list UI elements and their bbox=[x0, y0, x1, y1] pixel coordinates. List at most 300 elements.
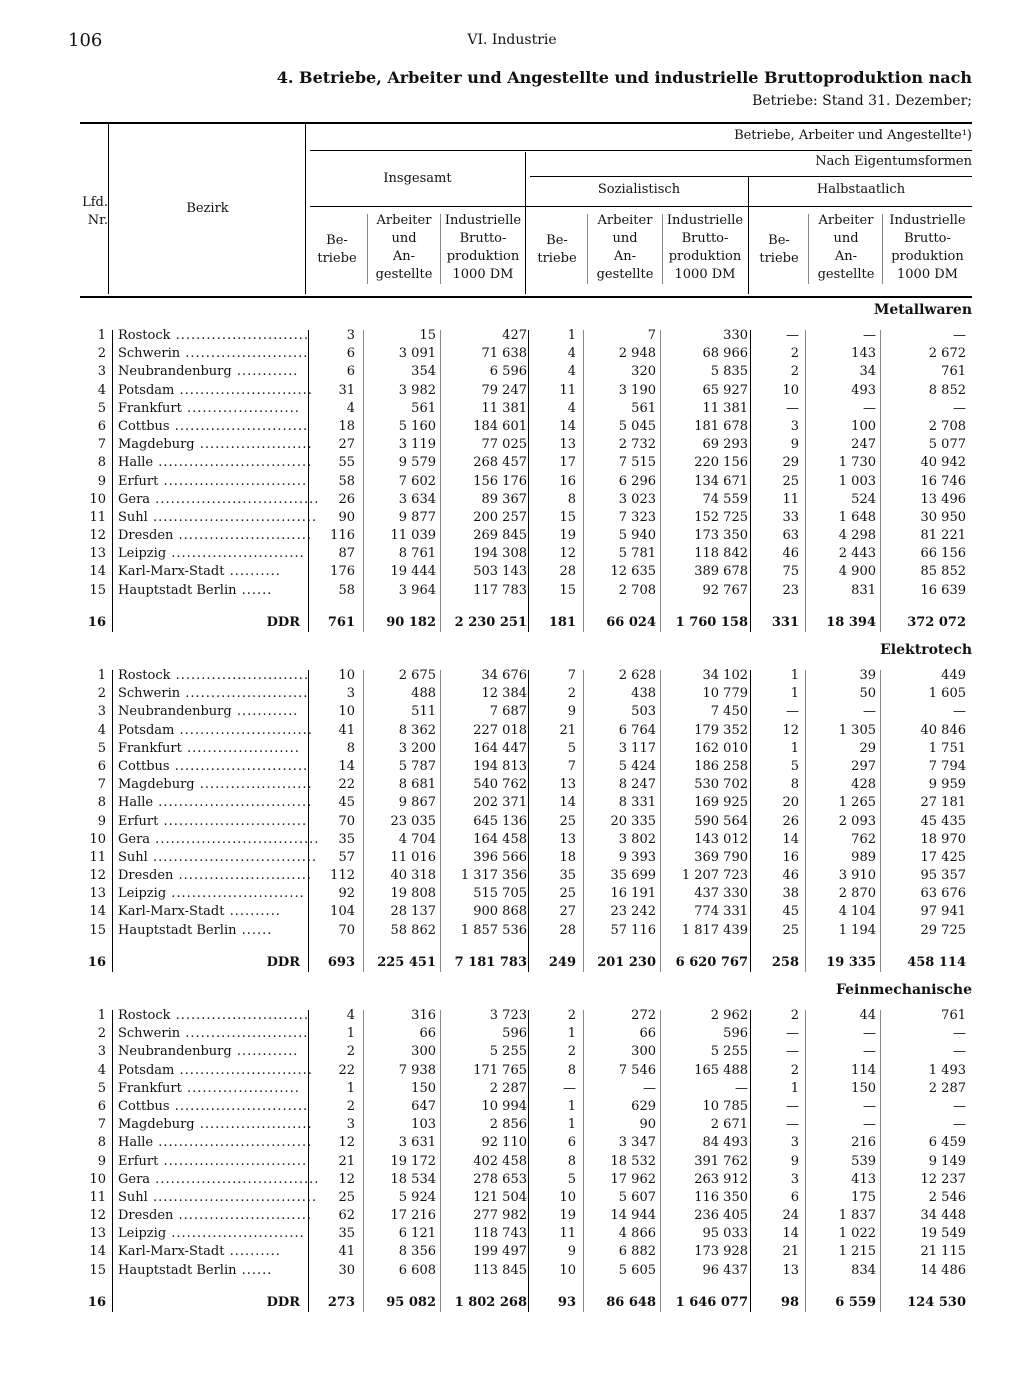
produktion-total: 2 287 bbox=[489, 1080, 527, 1096]
betriebe-halbstaatlich: 3 bbox=[790, 1135, 799, 1151]
arbeiter-halbstaatlich: 831 bbox=[851, 582, 876, 598]
produktion-sozialistisch: 143 012 bbox=[694, 831, 748, 847]
arbeiter-halbstaatlich: 1 305 bbox=[838, 722, 876, 738]
arbeiter-total: 23 035 bbox=[390, 813, 436, 829]
betriebe-total: 25 bbox=[338, 1189, 355, 1205]
betriebe-sozialistisch: 1 bbox=[567, 328, 576, 343]
arbeiter-halbstaatlich: — bbox=[863, 1026, 876, 1042]
arbeiter-halbstaatlich: 18 394 bbox=[826, 614, 876, 630]
bezirk-name: Neubrandenburg ............ bbox=[118, 1044, 299, 1060]
betriebe-total: 3 bbox=[346, 1117, 355, 1133]
betriebe-halbstaatlich: 9 bbox=[790, 437, 799, 453]
table-header bbox=[80, 122, 972, 298]
produktion-total: 900 868 bbox=[473, 904, 527, 920]
betriebe-total: 27 bbox=[338, 437, 355, 453]
produktion-sozialistisch: 2 671 bbox=[710, 1117, 748, 1133]
produktion-total: 503 143 bbox=[473, 564, 527, 580]
arbeiter-halbstaatlich: 4 104 bbox=[838, 904, 876, 920]
arbeiter-sozialistisch: 5 605 bbox=[618, 1262, 656, 1278]
arbeiter-sozialistisch: 3 802 bbox=[618, 831, 656, 847]
betriebe-halbstaatlich: 2 bbox=[790, 1062, 799, 1078]
arbeiter-halbstaatlich: 413 bbox=[851, 1171, 876, 1187]
arbeiter-halbstaatlich: 29 bbox=[859, 740, 876, 756]
arbeiter-halbstaatlich: 2 870 bbox=[838, 886, 876, 902]
arbeiter-sozialistisch: 66 024 bbox=[606, 614, 656, 630]
produktion-halbstaatlich: — bbox=[953, 1044, 966, 1060]
arbeiter-halbstaatlich: 3 910 bbox=[838, 868, 876, 884]
column-rule bbox=[805, 1010, 806, 1312]
table-total-row bbox=[80, 614, 972, 632]
produktion-halbstaatlich: 2 287 bbox=[928, 1080, 966, 1096]
betriebe-sozialistisch: 15 bbox=[559, 509, 576, 525]
betriebe-halbstaatlich: 45 bbox=[782, 904, 799, 920]
bezirk-name: Halle .............................. bbox=[118, 1135, 313, 1151]
column-rule bbox=[805, 330, 806, 632]
betriebe-halbstaatlich: 6 bbox=[790, 1189, 799, 1205]
produktion-halbstaatlich: 1 751 bbox=[928, 740, 966, 756]
table-row bbox=[80, 363, 972, 381]
produktion-halbstaatlich: 95 357 bbox=[920, 868, 966, 884]
table-section bbox=[80, 640, 972, 970]
produktion-total: 171 765 bbox=[473, 1062, 527, 1078]
produktion-sozialistisch: 220 156 bbox=[694, 455, 748, 471]
bezirk-name: Gera ................................ bbox=[118, 831, 320, 847]
row-number: 3 bbox=[97, 364, 106, 380]
header-nach-eigentumsformen: Nach Eigentumsformen bbox=[815, 154, 972, 169]
bezirk-name: Potsdam .......................... bbox=[118, 722, 313, 738]
row-number: 13 bbox=[89, 546, 106, 562]
produktion-total: 199 497 bbox=[473, 1244, 527, 1260]
header-bezirk: Bezirk bbox=[186, 201, 229, 216]
header-col-produktion: Industrielle Brutto- produktion 1000 DM bbox=[889, 213, 966, 282]
produktion-sozialistisch: 774 331 bbox=[694, 904, 748, 920]
bezirk-name: Cottbus .......................... bbox=[118, 758, 309, 774]
arbeiter-halbstaatlich: 114 bbox=[851, 1062, 876, 1078]
row-number: 14 bbox=[89, 904, 106, 920]
arbeiter-total: 19 808 bbox=[390, 886, 436, 902]
arbeiter-halbstaatlich: 539 bbox=[851, 1153, 876, 1169]
bezirk-name: Frankfurt ...................... bbox=[118, 1080, 300, 1096]
betriebe-sozialistisch: 28 bbox=[559, 922, 576, 938]
produktion-total: 156 176 bbox=[473, 473, 527, 489]
produktion-sozialistisch: 10 779 bbox=[702, 686, 748, 702]
bezirk-name: Neubrandenburg ............ bbox=[118, 704, 299, 720]
produktion-total: 2 856 bbox=[489, 1117, 527, 1133]
arbeiter-sozialistisch: 561 bbox=[631, 400, 656, 416]
arbeiter-total: 9 579 bbox=[398, 455, 436, 471]
produktion-halbstaatlich: 29 725 bbox=[920, 922, 966, 938]
produktion-total: 77 025 bbox=[481, 437, 527, 453]
row-number: 3 bbox=[97, 704, 106, 720]
produktion-halbstaatlich: 1 605 bbox=[928, 686, 966, 702]
arbeiter-sozialistisch: 14 944 bbox=[610, 1208, 656, 1224]
arbeiter-sozialistisch: 2 948 bbox=[618, 346, 656, 362]
header-col-betriebe: Be- triebe bbox=[537, 233, 577, 266]
section-title: Feinmechanische bbox=[835, 982, 972, 998]
betriebe-total: 1 bbox=[346, 1080, 355, 1096]
arbeiter-total: 6 121 bbox=[398, 1226, 436, 1242]
row-number: 9 bbox=[97, 473, 106, 489]
arbeiter-total: 647 bbox=[411, 1098, 436, 1114]
row-number: 16 bbox=[87, 1294, 106, 1310]
betriebe-total: 35 bbox=[338, 831, 355, 847]
arbeiter-total: 19 444 bbox=[390, 564, 436, 580]
produktion-halbstaatlich: 449 bbox=[941, 668, 966, 683]
betriebe-sozialistisch: 7 bbox=[567, 668, 576, 683]
produktion-halbstaatlich: — bbox=[953, 704, 966, 720]
arbeiter-halbstaatlich: — bbox=[863, 328, 876, 343]
betriebe-sozialistisch: 2 bbox=[567, 1044, 576, 1060]
table-row bbox=[80, 1062, 972, 1080]
table-row bbox=[80, 509, 972, 527]
table-row bbox=[80, 327, 972, 345]
produktion-total: 1 857 536 bbox=[460, 922, 527, 938]
bezirk-name: Suhl ................................ bbox=[118, 509, 318, 525]
produktion-halbstaatlich: — bbox=[953, 1026, 966, 1042]
row-number: 2 bbox=[97, 686, 106, 702]
arbeiter-halbstaatlich: 1 194 bbox=[838, 922, 876, 938]
produktion-sozialistisch: 169 925 bbox=[694, 795, 748, 811]
produktion-halbstaatlich: 14 486 bbox=[920, 1262, 966, 1278]
betriebe-halbstaatlich: 258 bbox=[771, 954, 799, 970]
bezirk-name: Magdeburg ...................... bbox=[118, 437, 313, 453]
betriebe-sozialistisch: 2 bbox=[567, 686, 576, 702]
bezirk-name: Suhl ................................ bbox=[118, 849, 318, 865]
arbeiter-total: 18 534 bbox=[390, 1171, 436, 1187]
betriebe-sozialistisch: 14 bbox=[559, 795, 576, 811]
column-rule bbox=[750, 670, 751, 972]
row-number: 7 bbox=[97, 777, 106, 793]
arbeiter-total: 3 119 bbox=[398, 437, 436, 453]
betriebe-sozialistisch: — bbox=[563, 1080, 576, 1096]
table-row bbox=[80, 418, 972, 436]
row-number: 6 bbox=[97, 418, 106, 434]
arbeiter-total: 7 602 bbox=[398, 473, 436, 489]
arbeiter-total: 225 451 bbox=[377, 954, 436, 970]
betriebe-sozialistisch: 1 bbox=[567, 1098, 576, 1114]
bezirk-name: Cottbus .......................... bbox=[118, 418, 309, 434]
produktion-sozialistisch: 162 010 bbox=[694, 740, 748, 756]
betriebe-halbstaatlich: 98 bbox=[780, 1294, 799, 1310]
row-number: 1 bbox=[97, 328, 106, 343]
produktion-halbstaatlich: 40 942 bbox=[920, 455, 966, 471]
arbeiter-halbstaatlich: 1 265 bbox=[838, 795, 876, 811]
arbeiter-sozialistisch: 5 607 bbox=[618, 1189, 656, 1205]
produktion-sozialistisch: 116 350 bbox=[694, 1189, 748, 1205]
produktion-sozialistisch: 34 102 bbox=[702, 668, 748, 683]
arbeiter-sozialistisch: 8 247 bbox=[618, 777, 656, 793]
row-number: 11 bbox=[89, 509, 106, 525]
row-number: 16 bbox=[87, 614, 106, 630]
betriebe-sozialistisch: 9 bbox=[567, 1244, 576, 1260]
arbeiter-halbstaatlich: — bbox=[863, 1098, 876, 1114]
produktion-total: 268 457 bbox=[473, 455, 527, 471]
table-row bbox=[80, 703, 972, 721]
column-rule bbox=[660, 1010, 661, 1312]
betriebe-total: 18 bbox=[338, 418, 355, 434]
bezirk-name: Erfurt ............................ bbox=[118, 473, 308, 489]
row-number: 11 bbox=[89, 849, 106, 865]
produktion-total: 269 845 bbox=[473, 528, 527, 544]
betriebe-halbstaatlich: 46 bbox=[782, 546, 799, 562]
arbeiter-total: 28 137 bbox=[390, 904, 436, 920]
table-row bbox=[80, 667, 972, 685]
betriebe-halbstaatlich: 1 bbox=[790, 740, 799, 756]
table-row bbox=[80, 382, 972, 400]
produktion-total: 118 743 bbox=[473, 1226, 527, 1242]
betriebe-total: 41 bbox=[338, 722, 355, 738]
bezirk-name: Neubrandenburg ............ bbox=[118, 364, 299, 380]
produktion-halbstaatlich: 2 672 bbox=[928, 346, 966, 362]
arbeiter-total: 488 bbox=[411, 686, 436, 702]
produktion-halbstaatlich: 16 639 bbox=[920, 582, 966, 598]
betriebe-total: 3 bbox=[346, 328, 355, 343]
betriebe-sozialistisch: 13 bbox=[559, 831, 576, 847]
arbeiter-halbstaatlich: 247 bbox=[851, 437, 876, 453]
produktion-sozialistisch: 65 927 bbox=[702, 382, 748, 398]
table-row bbox=[80, 776, 972, 794]
arbeiter-halbstaatlich: 175 bbox=[851, 1189, 876, 1205]
betriebe-total: 3 bbox=[346, 686, 355, 702]
betriebe-sozialistisch: 4 bbox=[567, 346, 576, 362]
bezirk-name: Karl-Marx-Stadt .......... bbox=[118, 564, 281, 580]
arbeiter-total: 3 634 bbox=[398, 491, 436, 507]
betriebe-halbstaatlich: 13 bbox=[782, 1262, 799, 1278]
produktion-sozialistisch: 84 493 bbox=[702, 1135, 748, 1151]
betriebe-halbstaatlich: 26 bbox=[782, 813, 799, 829]
bezirk-name: Halle .............................. bbox=[118, 795, 313, 811]
betriebe-total: 22 bbox=[338, 1062, 355, 1078]
betriebe-total: 90 bbox=[338, 509, 355, 525]
bezirk-name: Gera ................................ bbox=[118, 1171, 320, 1187]
table-row bbox=[80, 1098, 972, 1116]
betriebe-total: 8 bbox=[346, 740, 355, 756]
bezirk-name: Rostock .......................... bbox=[118, 328, 310, 343]
arbeiter-sozialistisch: 3 023 bbox=[618, 491, 656, 507]
bezirk-name: Schwerin ........................ bbox=[118, 686, 309, 702]
betriebe-sozialistisch: 13 bbox=[559, 437, 576, 453]
column-rule bbox=[750, 330, 751, 632]
betriebe-sozialistisch: 16 bbox=[559, 473, 576, 489]
betriebe-halbstaatlich: 1 bbox=[790, 668, 799, 683]
produktion-total: 202 371 bbox=[473, 795, 527, 811]
arbeiter-halbstaatlich: 834 bbox=[851, 1262, 876, 1278]
table-row bbox=[80, 1153, 972, 1171]
betriebe-sozialistisch: 4 bbox=[567, 400, 576, 416]
arbeiter-total: 90 182 bbox=[386, 614, 436, 630]
betriebe-total: 1 bbox=[346, 1026, 355, 1042]
header-col-produktion: Industrielle Brutto- produktion 1000 DM bbox=[444, 213, 522, 282]
arbeiter-halbstaatlich: 19 335 bbox=[826, 954, 876, 970]
produktion-halbstaatlich: 85 852 bbox=[920, 564, 966, 580]
table-total-row bbox=[80, 954, 972, 972]
arbeiter-sozialistisch: 16 191 bbox=[610, 886, 656, 902]
produktion-total: 227 018 bbox=[473, 722, 527, 738]
betriebe-sozialistisch: 181 bbox=[548, 614, 576, 630]
produktion-halbstaatlich: 9 149 bbox=[928, 1153, 966, 1169]
betriebe-halbstaatlich: 2 bbox=[790, 1008, 799, 1023]
betriebe-total: 273 bbox=[327, 1294, 355, 1310]
betriebe-total: 31 bbox=[338, 382, 355, 398]
column-rule bbox=[363, 670, 364, 972]
betriebe-total: 12 bbox=[338, 1135, 355, 1151]
section-title: Metallwaren bbox=[873, 302, 972, 318]
produktion-sozialistisch: 74 559 bbox=[702, 491, 748, 507]
table-row bbox=[80, 400, 972, 418]
produktion-sozialistisch: 118 842 bbox=[694, 546, 748, 562]
column-rule bbox=[880, 330, 881, 632]
arbeiter-halbstaatlich: 1 003 bbox=[838, 473, 876, 489]
arbeiter-sozialistisch: 629 bbox=[631, 1098, 656, 1114]
column-rule bbox=[363, 1010, 364, 1312]
produktion-sozialistisch: 369 790 bbox=[694, 849, 748, 865]
bezirk-name: Rostock .......................... bbox=[118, 668, 310, 683]
column-rule bbox=[528, 330, 529, 632]
produktion-halbstaatlich: 13 496 bbox=[920, 491, 966, 507]
arbeiter-halbstaatlich: 493 bbox=[851, 382, 876, 398]
produktion-sozialistisch: 2 962 bbox=[710, 1008, 748, 1023]
arbeiter-total: 40 318 bbox=[390, 868, 436, 884]
produktion-halbstaatlich: 458 114 bbox=[907, 954, 966, 970]
arbeiter-halbstaatlich: 524 bbox=[851, 491, 876, 507]
row-number: 12 bbox=[89, 868, 106, 884]
produktion-sozialistisch: 181 678 bbox=[694, 418, 748, 434]
arbeiter-total: 316 bbox=[411, 1008, 436, 1023]
produktion-halbstaatlich: 27 181 bbox=[920, 795, 966, 811]
row-number: 14 bbox=[89, 1244, 106, 1260]
betriebe-halbstaatlich: 75 bbox=[782, 564, 799, 580]
arbeiter-total: 19 172 bbox=[390, 1153, 436, 1169]
produktion-total: 1 802 268 bbox=[454, 1294, 527, 1310]
produktion-total: 117 783 bbox=[473, 582, 527, 598]
produktion-sozialistisch: 92 767 bbox=[702, 582, 748, 598]
produktion-sozialistisch: 173 350 bbox=[694, 528, 748, 544]
produktion-total: 645 136 bbox=[473, 813, 527, 829]
produktion-halbstaatlich: 1 493 bbox=[928, 1062, 966, 1078]
bezirk-name: Dresden .......................... bbox=[118, 528, 312, 544]
row-number: 11 bbox=[89, 1189, 106, 1205]
produktion-sozialistisch: 1 207 723 bbox=[681, 868, 748, 884]
arbeiter-halbstaatlich: — bbox=[863, 704, 876, 720]
produktion-halbstaatlich: 6 459 bbox=[928, 1135, 966, 1151]
produktion-total: 277 982 bbox=[473, 1208, 527, 1224]
arbeiter-sozialistisch: 7 546 bbox=[618, 1062, 656, 1078]
arbeiter-total: 9 877 bbox=[398, 509, 436, 525]
arbeiter-total: 5 160 bbox=[398, 418, 436, 434]
betriebe-halbstaatlich: 21 bbox=[782, 1244, 799, 1260]
header-sozialistisch: Sozialistisch bbox=[597, 182, 681, 197]
table-row bbox=[80, 722, 972, 740]
arbeiter-total: 3 982 bbox=[398, 382, 436, 398]
bezirk-name: Frankfurt ...................... bbox=[118, 740, 300, 756]
row-number: 1 bbox=[97, 668, 106, 683]
row-number: 7 bbox=[97, 1117, 106, 1133]
arbeiter-total: 66 bbox=[419, 1026, 436, 1042]
produktion-halbstaatlich: 2 546 bbox=[928, 1189, 966, 1205]
table-row bbox=[80, 545, 972, 563]
arbeiter-sozialistisch: 18 532 bbox=[610, 1153, 656, 1169]
betriebe-sozialistisch: 8 bbox=[567, 1062, 576, 1078]
arbeiter-halbstaatlich: 143 bbox=[851, 346, 876, 362]
table-row bbox=[80, 582, 972, 600]
betriebe-halbstaatlich: — bbox=[786, 1044, 799, 1060]
row-number: 4 bbox=[97, 1062, 106, 1078]
bezirk-name: Karl-Marx-Stadt .......... bbox=[118, 904, 281, 920]
betriebe-sozialistisch: 35 bbox=[559, 868, 576, 884]
betriebe-sozialistisch: 10 bbox=[559, 1262, 576, 1278]
produktion-sozialistisch: 530 702 bbox=[694, 777, 748, 793]
arbeiter-sozialistisch: 90 bbox=[639, 1117, 656, 1133]
arbeiter-sozialistisch: 17 962 bbox=[610, 1171, 656, 1187]
produktion-sozialistisch: 96 437 bbox=[702, 1262, 748, 1278]
arbeiter-total: 11 039 bbox=[390, 528, 436, 544]
produktion-sozialistisch: 391 762 bbox=[694, 1153, 748, 1169]
produktion-sozialistisch: 596 bbox=[723, 1026, 748, 1042]
table-title: 4. Betriebe, Arbeiter und Angestellte und industrielle Bruttoproduktion nach bbox=[276, 68, 972, 87]
betriebe-halbstaatlich: 3 bbox=[790, 418, 799, 434]
betriebe-sozialistisch: 25 bbox=[559, 886, 576, 902]
column-rule bbox=[308, 330, 309, 632]
table-row bbox=[80, 813, 972, 831]
betriebe-total: 116 bbox=[330, 528, 355, 544]
betriebe-total: 104 bbox=[330, 904, 355, 920]
produktion-sozialistisch: — bbox=[735, 1080, 748, 1096]
arbeiter-total: 150 bbox=[411, 1080, 436, 1096]
produktion-total: 596 bbox=[502, 1026, 527, 1042]
row-number: 13 bbox=[89, 1226, 106, 1242]
row-number: 2 bbox=[97, 1026, 106, 1042]
produktion-halbstaatlich: 8 852 bbox=[928, 382, 966, 398]
arbeiter-halbstaatlich: — bbox=[863, 400, 876, 416]
betriebe-sozialistisch: 93 bbox=[557, 1294, 576, 1310]
bezirk-name: Leipzig .......................... bbox=[118, 1226, 305, 1242]
column-rule bbox=[528, 670, 529, 972]
arbeiter-sozialistisch: 438 bbox=[631, 686, 656, 702]
arbeiter-sozialistisch: 3 190 bbox=[618, 382, 656, 398]
bezirk-name: Karl-Marx-Stadt .......... bbox=[118, 1244, 281, 1260]
produktion-sozialistisch: 236 405 bbox=[694, 1208, 748, 1224]
table-row bbox=[80, 473, 972, 491]
bezirk-name: Frankfurt ...................... bbox=[118, 400, 300, 416]
row-number: 9 bbox=[97, 813, 106, 829]
table-row bbox=[80, 1171, 972, 1189]
arbeiter-sozialistisch: 6 764 bbox=[618, 722, 656, 738]
betriebe-halbstaatlich: 38 bbox=[782, 886, 799, 902]
table-row bbox=[80, 1007, 972, 1025]
betriebe-sozialistisch: 19 bbox=[559, 528, 576, 544]
bezirk-name: Potsdam .......................... bbox=[118, 1062, 313, 1078]
bezirk-name: Leipzig .......................... bbox=[118, 546, 305, 562]
betriebe-sozialistisch: 25 bbox=[559, 813, 576, 829]
arbeiter-sozialistisch: 12 635 bbox=[610, 564, 656, 580]
table-row bbox=[80, 454, 972, 472]
produktion-halbstaatlich: — bbox=[953, 1117, 966, 1133]
arbeiter-halbstaatlich: 2 443 bbox=[838, 546, 876, 562]
row-number: 10 bbox=[89, 491, 106, 507]
betriebe-halbstaatlich: 29 bbox=[782, 455, 799, 471]
arbeiter-total: 2 675 bbox=[398, 668, 436, 683]
betriebe-total: 21 bbox=[338, 1153, 355, 1169]
betriebe-sozialistisch: 14 bbox=[559, 418, 576, 434]
betriebe-halbstaatlich: 12 bbox=[782, 722, 799, 738]
produktion-sozialistisch: 5 835 bbox=[710, 364, 748, 380]
produktion-sozialistisch: 10 785 bbox=[702, 1098, 748, 1114]
arbeiter-sozialistisch: — bbox=[643, 1080, 656, 1096]
arbeiter-total: 354 bbox=[411, 364, 436, 380]
produktion-sozialistisch: 179 352 bbox=[694, 722, 748, 738]
column-rule bbox=[583, 1010, 584, 1312]
betriebe-halbstaatlich: — bbox=[786, 400, 799, 416]
